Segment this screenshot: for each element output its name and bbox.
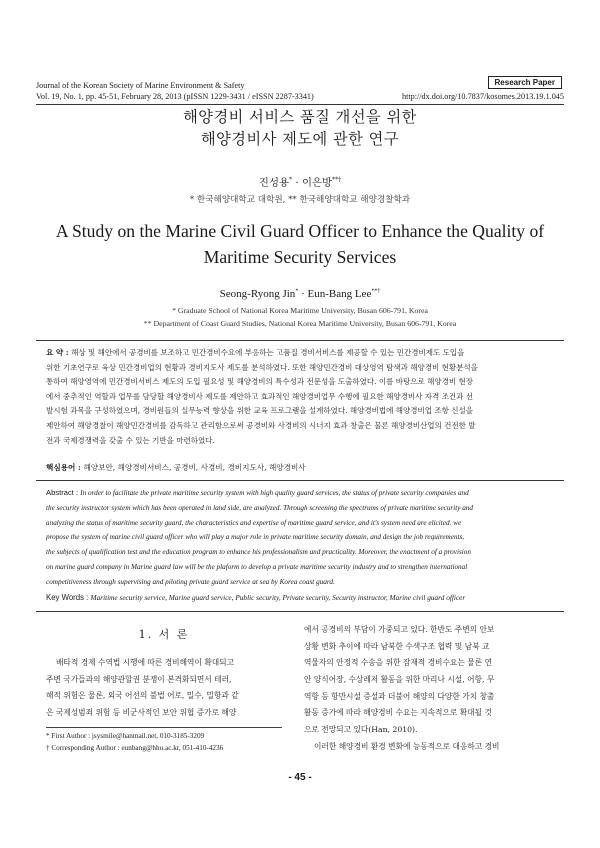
body-line: 안 양식어장, 수상레저 활동을 위한 마리나 시설, 어항, 무 [304, 675, 495, 685]
right-column [304, 622, 560, 756]
doi-link[interactable]: http://dx.doi.org/10.7837/kosomes.2013.19.1.045 [401, 92, 564, 101]
korean-abstract-line: 제안하여 해양경찰이 해양민간경비를 감독하고 관리함으로써 공경비와 사경비의 시너지 효과 창출은 물론 해양경비산업의 건전한 발 [46, 420, 476, 430]
korean-abstract [46, 346, 556, 448]
first-author-footnote: * First Author : jsysmile@hanmail.net, 010-3185-3209 [46, 732, 205, 740]
english-author-1-mark: * [295, 288, 299, 295]
korean-abstract-line: 에서 중추적인 역할과 업무를 담당할 해양경비사 제도를 제안하고 효과적인 해양경비업무 수행에 필요한 해양경비사 자격 조건과 선 [46, 391, 473, 401]
footnote-rule [46, 727, 282, 728]
english-title-line-1: A Study on the Marine Civil Guard Officer to Enhance the Quality of [55, 221, 545, 241]
korean-authors [0, 174, 600, 189]
body-line: 주변 국가들과의 해양관할권 분쟁이 본격화되면서 테러, [46, 674, 232, 684]
english-author-2: Eun-Bang Lee [307, 288, 372, 300]
korean-author-1: 진성용 [258, 177, 290, 189]
english-abstract-line: on marine guard company in Marine guard law will be the plaform to develop a private maritime security industry and to strengthen international [46, 562, 468, 571]
page-number: - 45 - [288, 772, 312, 783]
body-line: 역항 등 항만시설 증설과 더불어 해양의 다양한 가치 창출 [304, 691, 495, 701]
english-abstract-line: competitiveness through supervising and piloting private guard service at sea by Korea coast guard. [46, 577, 335, 586]
body-line: 은 국제성범죄 위험 등 비군사적인 보안 위협 증가로 해양 [46, 708, 237, 718]
korean-title-line-1: 해양경비 서비스 품질 개선을 위한 [183, 108, 417, 126]
english-abstract [46, 486, 560, 590]
journal-name: Journal of the Korean Society of Marine Environment & Safety [36, 81, 245, 90]
abstract-rule [36, 480, 564, 481]
corresponding-author-footnote: † Corresponding Author : eunbang@hhu.ac.kr, 051-410-4236 [46, 743, 224, 752]
english-abstract-line: analyzing the status of maritime security guard, the characteristics and expertise of maritime guard service, and it's system need are elicited. we [46, 518, 462, 527]
body-line: 해적 위험은 물론, 외국 어선의 불법 어로, 밀수, 밀항과 같 [46, 691, 239, 701]
korean-title-line-2: 해양경비사 제도에 관한 연구 [200, 130, 400, 148]
author-separator: · [292, 177, 302, 189]
english-abstract-line: the security instructor system which has been operated in land side, are analyzed. Through screening the spectrums of private maritime security and [46, 503, 473, 512]
section-1-title: 1. 서 론 [138, 628, 190, 641]
english-abstract-label: Abstract : [46, 488, 81, 497]
left-column [46, 655, 282, 722]
korean-keywords-text: 해양보안, 해양경비서비스, 공경비, 사경비, 경비지도사, 해양경비사 [83, 463, 306, 472]
title-rule [36, 340, 564, 341]
english-abstract-line: Abstract : In order to facilitate the private maritime security system with high quality guard services, the status of private security companies and [46, 488, 469, 497]
footnotes [46, 731, 282, 754]
body-line: 배타적 경제 수역법 시행에 따른 경비해역이 확대되고 [56, 658, 235, 667]
korean-author-2-mark: **† [332, 176, 342, 184]
english-abstract-line: the subjects of qualification test and the education program to enhance his professionalism and practicality. Moreover, the enactment of a provision [46, 548, 471, 557]
english-title [0, 218, 600, 270]
korean-title [0, 106, 600, 150]
korean-abstract-line: 위한 기초연구로 육상 민간경비업의 현황과 경비지도사 제도를 분석하였다. 또한 해양민간경비 대상영역 탐색과 해양경비 현황분석을 [46, 362, 478, 372]
body-line: 이러한 해양경비 환경 변화에 능동적으로 대응하고 경비 [314, 741, 500, 751]
body-line: 활동 증가에 따라 해양경비 수요는 지속적으로 확대될 것 [304, 708, 492, 718]
volume-info: Vol. 19, No. 1, pp. 45-51, February 28, 2013 (pISSN 1229-3431 / eISSN 2287-3341) [36, 92, 314, 101]
english-affiliations [0, 304, 600, 330]
english-title-line-2: Maritime Security Services [203, 247, 397, 267]
english-keywords [46, 593, 560, 602]
body-line: 상황 변화 추이에 따라 남북한 수색구조 협력 및 남북 교 [304, 641, 490, 651]
body-line: 에서 공경비의 부담이 가중되고 있다. 한반도 주변의 안보 [304, 625, 495, 634]
header-rule [36, 104, 564, 105]
english-affiliation-1: * Graduate School of National Korea Maritime University, Busan 606-791, Korea [172, 306, 428, 315]
body-line: 역물자의 안정적 수송을 위한 잠재적 경비수요는 물론 연 [304, 658, 492, 668]
korean-affiliation: * 한국해양대학교 대학원, ** 한국해양대학교 해양경찰학과 [189, 195, 411, 205]
korean-abstract-line: 통하여 해양영역에 민간경비서비스 제도의 도입 필요성 및 해양경비의 특수성과 전문성을 도출하였다. 이를 바탕으로 해양경비 현장 [46, 377, 473, 387]
korean-abstract-line: 전과 국제경쟁력을 갖출 수 있는 기반을 마련하였다. [46, 435, 215, 445]
english-author-1: Seong-Ryong Jin [219, 288, 296, 300]
english-keywords-label: Key Words : [46, 593, 91, 602]
korean-keywords-label: 핵심용어 : [46, 463, 84, 472]
keywords-rule [36, 611, 564, 612]
body-line: 으로 전망되고 있다(Han, 2010). [304, 725, 418, 735]
journal-header [36, 80, 564, 102]
english-authors [0, 288, 600, 300]
research-paper-badge: Research Paper [488, 76, 562, 89]
korean-keywords [46, 462, 556, 473]
korean-abstract-line: 발시험 과목을 구성하였으며, 경비원들의 실무능력 향상을 위한 교육 프로그램을 설계하였다. 해양경비법에 해양경비업 조항 신설을 [46, 406, 473, 416]
english-keywords-text: Maritime security service, Marine guard service, Public security, Private security, Security instructor, Marine civil guard officer [90, 593, 466, 602]
korean-abstract-line: 요 약 : 해상 및 해안에서 공경비를 보조하고 민간경비수요에 부응하는 고품질 경비서비스를 제공할 수 있는 민간경비제도 도입을 [46, 348, 465, 357]
english-abstract-line: propose the system of marine civil guard officer who will play a major role in private maritime security domain, and design the job requirements, [46, 533, 465, 542]
korean-abstract-label: 요 약 : [46, 348, 72, 357]
english-author-separator: · [298, 288, 308, 300]
english-affiliation-2: ** Department of Coast Guard Studies, National Korea Maritime University, Busan 606-791, Korea [143, 319, 457, 328]
korean-author-1-mark: * [289, 176, 293, 184]
english-author-2-mark: **† [371, 288, 381, 295]
korean-author-2: 이은방 [301, 177, 333, 189]
